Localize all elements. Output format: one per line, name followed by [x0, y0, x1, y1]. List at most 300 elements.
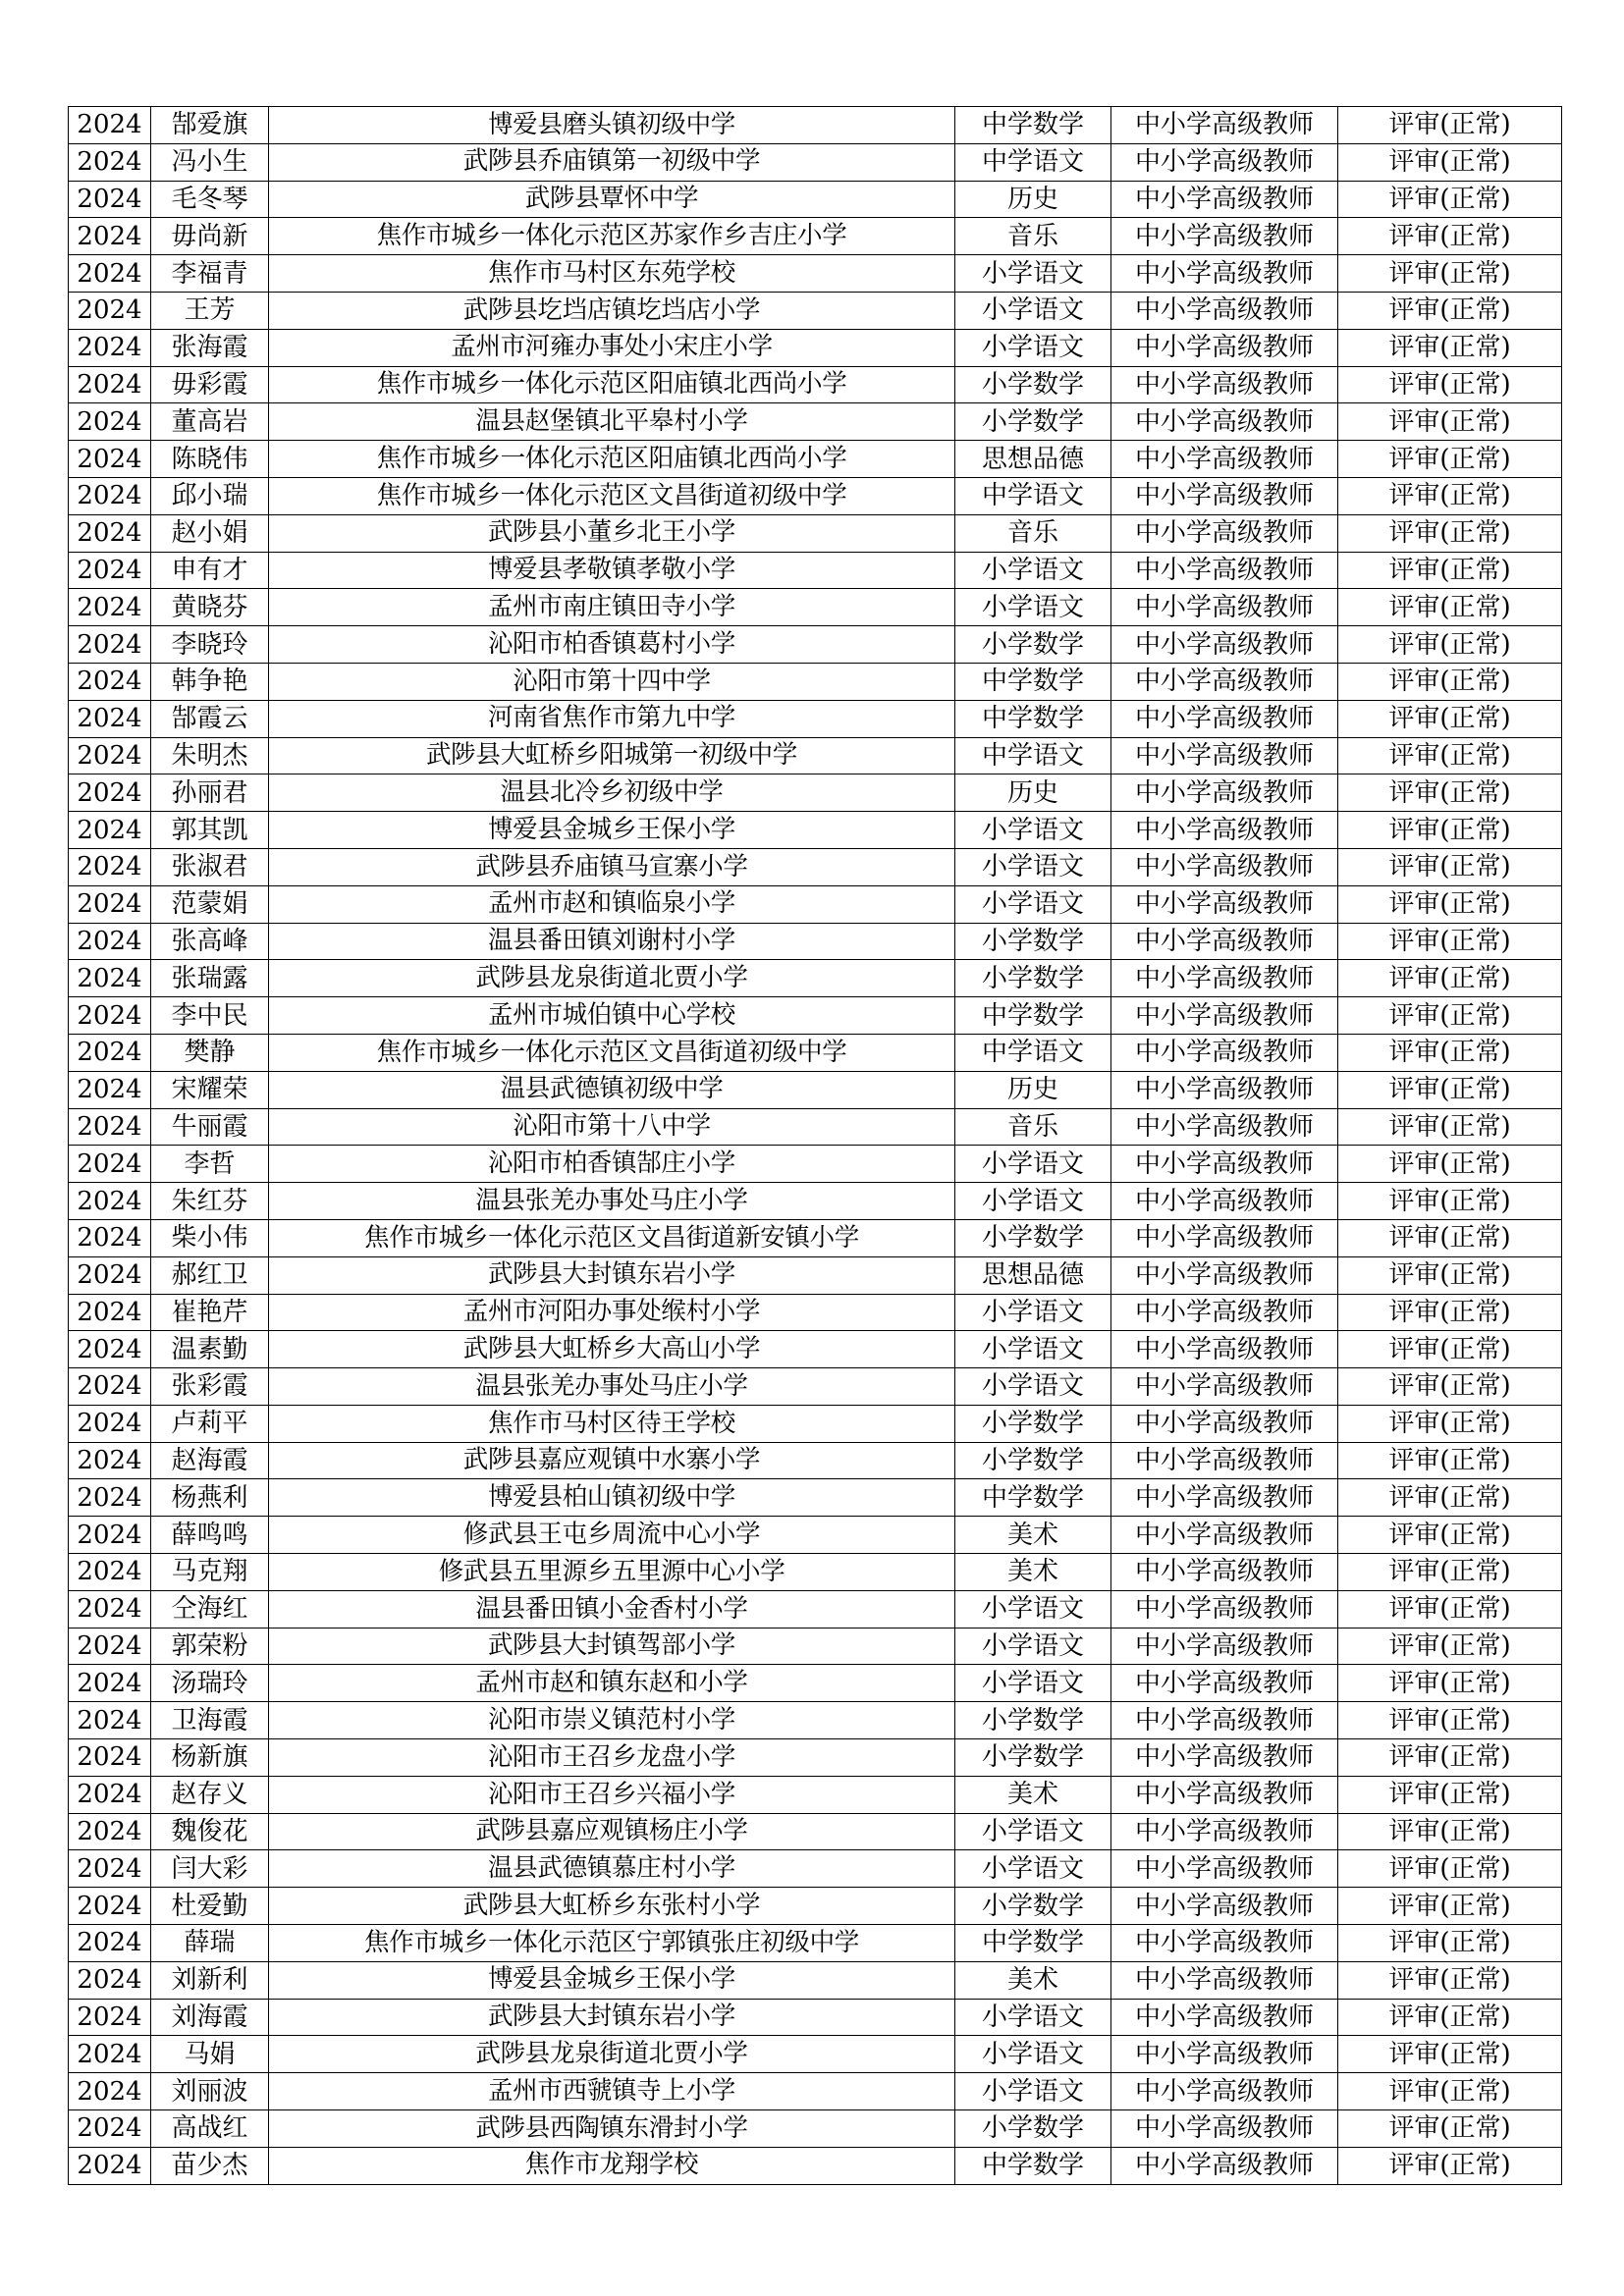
subject-cell: 小学数学 [955, 1405, 1111, 1442]
year-cell: 2024 [69, 181, 151, 218]
method-cell: 评审(正常) [1338, 1442, 1562, 1479]
method-cell: 评审(正常) [1338, 848, 1562, 885]
year-cell: 2024 [69, 366, 151, 403]
method-cell: 评审(正常) [1338, 1702, 1562, 1739]
year-cell: 2024 [69, 774, 151, 812]
school-cell: 修武县五里源乡五里源中心小学 [269, 1554, 955, 1591]
title-cell: 中小学高级教师 [1111, 441, 1338, 478]
method-cell: 评审(正常) [1338, 143, 1562, 181]
method-cell: 评审(正常) [1338, 1071, 1562, 1108]
year-cell: 2024 [69, 2110, 151, 2148]
table-row [69, 1961, 1562, 1999]
table-row [69, 1925, 1562, 1962]
method-cell: 评审(正常) [1338, 1034, 1562, 1071]
title-cell: 中小学高级教师 [1111, 1146, 1338, 1183]
year-cell: 2024 [69, 812, 151, 849]
method-cell: 评审(正常) [1338, 2036, 1562, 2073]
name-cell: 汤瑞玲 [151, 1665, 269, 1702]
school-cell: 武陟县龙泉街道北贾小学 [269, 960, 955, 997]
name-cell: 宋耀荣 [151, 1071, 269, 1108]
subject-cell: 中学语文 [955, 1034, 1111, 1071]
method-cell: 评审(正常) [1338, 1554, 1562, 1591]
table-row [69, 255, 1562, 293]
school-cell: 孟州市赵和镇临泉小学 [269, 885, 955, 923]
table-row [69, 1999, 1562, 2036]
year-cell: 2024 [69, 2073, 151, 2110]
table-row [69, 1590, 1562, 1628]
year-cell: 2024 [69, 1331, 151, 1368]
subject-cell: 中学数学 [955, 2147, 1111, 2184]
table-row [69, 1146, 1562, 1183]
table-row [69, 589, 1562, 626]
subject-cell: 中学语文 [955, 143, 1111, 181]
table-row [69, 1888, 1562, 1925]
method-cell: 评审(正常) [1338, 1331, 1562, 1368]
title-cell: 中小学高级教师 [1111, 1183, 1338, 1220]
subject-cell: 小学数学 [955, 403, 1111, 441]
year-cell: 2024 [69, 477, 151, 514]
table-row [69, 737, 1562, 774]
subject-cell: 小学语文 [955, 1665, 1111, 1702]
title-cell: 中小学高级教师 [1111, 848, 1338, 885]
title-cell: 中小学高级教师 [1111, 1479, 1338, 1517]
title-cell: 中小学高级教师 [1111, 589, 1338, 626]
title-cell: 中小学高级教师 [1111, 292, 1338, 329]
school-cell: 博爱县柏山镇初级中学 [269, 1479, 955, 1517]
method-cell: 评审(正常) [1338, 1628, 1562, 1665]
method-cell: 评审(正常) [1338, 1183, 1562, 1220]
method-cell: 评审(正常) [1338, 626, 1562, 664]
name-cell: 郭荣粉 [151, 1628, 269, 1665]
name-cell: 张瑞露 [151, 960, 269, 997]
method-cell: 评审(正常) [1338, 1999, 1562, 2036]
school-cell: 温县武德镇慕庄村小学 [269, 1850, 955, 1888]
title-cell: 中小学高级教师 [1111, 1850, 1338, 1888]
title-cell: 中小学高级教师 [1111, 1331, 1338, 1368]
method-cell: 评审(正常) [1338, 218, 1562, 255]
method-cell: 评审(正常) [1338, 2147, 1562, 2184]
subject-cell: 小学语文 [955, 589, 1111, 626]
table-row [69, 2147, 1562, 2184]
method-cell: 评审(正常) [1338, 1888, 1562, 1925]
subject-cell: 小学数学 [955, 923, 1111, 960]
year-cell: 2024 [69, 403, 151, 441]
school-cell: 温县北冷乡初级中学 [269, 774, 955, 812]
school-cell: 孟州市南庄镇田寺小学 [269, 589, 955, 626]
title-cell: 中小学高级教师 [1111, 2073, 1338, 2110]
name-cell: 毋彩霞 [151, 366, 269, 403]
school-cell: 武陟县圪垱店镇圪垱店小学 [269, 292, 955, 329]
title-cell: 中小学高级教师 [1111, 923, 1338, 960]
table-row [69, 329, 1562, 366]
title-cell: 中小学高级教师 [1111, 477, 1338, 514]
table-row [69, 514, 1562, 552]
title-cell: 中小学高级教师 [1111, 1665, 1338, 1702]
method-cell: 评审(正常) [1338, 441, 1562, 478]
school-cell: 焦作市龙翔学校 [269, 2147, 955, 2184]
school-cell: 焦作市马村区待王学校 [269, 1405, 955, 1442]
title-cell: 中小学高级教师 [1111, 1702, 1338, 1739]
method-cell: 评审(正常) [1338, 812, 1562, 849]
method-cell: 评审(正常) [1338, 1294, 1562, 1331]
subject-cell: 思想品德 [955, 441, 1111, 478]
subject-cell: 小学数学 [955, 960, 1111, 997]
method-cell: 评审(正常) [1338, 885, 1562, 923]
title-cell: 中小学高级教师 [1111, 1071, 1338, 1108]
name-cell: 王芳 [151, 292, 269, 329]
school-cell: 孟州市城伯镇中心学校 [269, 997, 955, 1035]
year-cell: 2024 [69, 626, 151, 664]
name-cell: 薛瑞 [151, 1925, 269, 1962]
table-row [69, 1183, 1562, 1220]
table-row [69, 1739, 1562, 1777]
year-cell: 2024 [69, 1888, 151, 1925]
table-row [69, 2073, 1562, 2110]
name-cell: 赵存义 [151, 1776, 269, 1813]
title-cell: 中小学高级教师 [1111, 329, 1338, 366]
name-cell: 温素勤 [151, 1331, 269, 1368]
title-cell: 中小学高级教师 [1111, 737, 1338, 774]
school-cell: 温县武德镇初级中学 [269, 1071, 955, 1108]
title-cell: 中小学高级教师 [1111, 1517, 1338, 1554]
year-cell: 2024 [69, 218, 151, 255]
subject-cell: 中学语文 [955, 477, 1111, 514]
name-cell: 魏俊花 [151, 1813, 269, 1850]
title-cell: 中小学高级教师 [1111, 2147, 1338, 2184]
name-cell: 高战红 [151, 2110, 269, 2148]
method-cell: 评审(正常) [1338, 1813, 1562, 1850]
name-cell: 韩争艳 [151, 663, 269, 700]
table-row [69, 292, 1562, 329]
table-row [69, 1776, 1562, 1813]
year-cell: 2024 [69, 514, 151, 552]
subject-cell: 中学数学 [955, 107, 1111, 144]
name-cell: 杨新旗 [151, 1739, 269, 1777]
table-row [69, 2110, 1562, 2148]
method-cell: 评审(正常) [1338, 1665, 1562, 1702]
table-row [69, 1331, 1562, 1368]
subject-cell: 小学语文 [955, 292, 1111, 329]
subject-cell: 小学数学 [955, 1888, 1111, 1925]
year-cell: 2024 [69, 1517, 151, 1554]
school-cell: 修武县王屯乡周流中心小学 [269, 1517, 955, 1554]
subject-cell: 小学语文 [955, 552, 1111, 589]
method-cell: 评审(正常) [1338, 1146, 1562, 1183]
table-row [69, 1850, 1562, 1888]
school-cell: 博爱县金城乡王保小学 [269, 1961, 955, 1999]
name-cell: 李福青 [151, 255, 269, 293]
table-row [69, 885, 1562, 923]
title-cell: 中小学高级教师 [1111, 1961, 1338, 1999]
title-cell: 中小学高级教师 [1111, 1108, 1338, 1146]
year-cell: 2024 [69, 255, 151, 293]
title-cell: 中小学高级教师 [1111, 2110, 1338, 2148]
subject-cell: 历史 [955, 774, 1111, 812]
method-cell: 评审(正常) [1338, 1256, 1562, 1294]
name-cell: 李晓玲 [151, 626, 269, 664]
year-cell: 2024 [69, 1183, 151, 1220]
school-cell: 沁阳市崇义镇范村小学 [269, 1702, 955, 1739]
school-cell: 沁阳市第十八中学 [269, 1108, 955, 1146]
year-cell: 2024 [69, 1739, 151, 1777]
year-cell: 2024 [69, 1034, 151, 1071]
title-cell: 中小学高级教师 [1111, 885, 1338, 923]
year-cell: 2024 [69, 923, 151, 960]
name-cell: 杜爱勤 [151, 1888, 269, 1925]
title-cell: 中小学高级教师 [1111, 1256, 1338, 1294]
name-cell: 冯小生 [151, 143, 269, 181]
year-cell: 2024 [69, 1146, 151, 1183]
subject-cell: 历史 [955, 1071, 1111, 1108]
title-cell: 中小学高级教师 [1111, 812, 1338, 849]
name-cell: 刘新利 [151, 1961, 269, 1999]
table-row [69, 1368, 1562, 1406]
title-cell: 中小学高级教师 [1111, 997, 1338, 1035]
table-row [69, 1108, 1562, 1146]
name-cell: 樊静 [151, 1034, 269, 1071]
school-cell: 博爱县磨头镇初级中学 [269, 107, 955, 144]
name-cell: 卫海霞 [151, 1702, 269, 1739]
year-cell: 2024 [69, 1442, 151, 1479]
school-cell: 焦作市城乡一体化示范区文昌街道初级中学 [269, 1034, 955, 1071]
name-cell: 郝红卫 [151, 1256, 269, 1294]
year-cell: 2024 [69, 848, 151, 885]
school-cell: 焦作市城乡一体化示范区文昌街道新安镇小学 [269, 1219, 955, 1256]
subject-cell: 美术 [955, 1554, 1111, 1591]
method-cell: 评审(正常) [1338, 477, 1562, 514]
year-cell: 2024 [69, 700, 151, 737]
school-cell: 焦作市城乡一体化示范区阳庙镇北西尚小学 [269, 366, 955, 403]
table-row [69, 477, 1562, 514]
name-cell: 郭其凯 [151, 812, 269, 849]
table-row [69, 1219, 1562, 1256]
year-cell: 2024 [69, 1850, 151, 1888]
subject-cell: 美术 [955, 1517, 1111, 1554]
method-cell: 评审(正常) [1338, 1368, 1562, 1406]
school-cell: 沁阳市第十四中学 [269, 663, 955, 700]
table-row [69, 923, 1562, 960]
subject-cell: 小学语文 [955, 848, 1111, 885]
table-row [69, 1702, 1562, 1739]
school-cell: 沁阳市柏香镇葛村小学 [269, 626, 955, 664]
table-row [69, 812, 1562, 849]
method-cell: 评审(正常) [1338, 552, 1562, 589]
school-cell: 沁阳市王召乡龙盘小学 [269, 1739, 955, 1777]
subject-cell: 小学数学 [955, 2110, 1111, 2148]
table-row [69, 700, 1562, 737]
year-cell: 2024 [69, 1368, 151, 1406]
name-cell: 闫大彩 [151, 1850, 269, 1888]
name-cell: 董高岩 [151, 403, 269, 441]
year-cell: 2024 [69, 1961, 151, 1999]
subject-cell: 小学语文 [955, 1628, 1111, 1665]
year-cell: 2024 [69, 1219, 151, 1256]
name-cell: 孙丽君 [151, 774, 269, 812]
table-row [69, 403, 1562, 441]
title-cell: 中小学高级教师 [1111, 514, 1338, 552]
name-cell: 刘丽波 [151, 2073, 269, 2110]
subject-cell: 小学数学 [955, 626, 1111, 664]
subject-cell: 历史 [955, 181, 1111, 218]
year-cell: 2024 [69, 1628, 151, 1665]
name-cell: 张淑君 [151, 848, 269, 885]
subject-cell: 小学语文 [955, 1813, 1111, 1850]
table-row [69, 1628, 1562, 1665]
title-cell: 中小学高级教师 [1111, 1888, 1338, 1925]
method-cell: 评审(正常) [1338, 1219, 1562, 1256]
subject-cell: 美术 [955, 1776, 1111, 1813]
method-cell: 评审(正常) [1338, 1590, 1562, 1628]
subject-cell: 小学语文 [955, 812, 1111, 849]
name-cell: 毋尚新 [151, 218, 269, 255]
year-cell: 2024 [69, 107, 151, 144]
school-cell: 温县番田镇小金香村小学 [269, 1590, 955, 1628]
name-cell: 赵小娟 [151, 514, 269, 552]
title-cell: 中小学高级教师 [1111, 1405, 1338, 1442]
name-cell: 柴小伟 [151, 1219, 269, 1256]
title-cell: 中小学高级教师 [1111, 663, 1338, 700]
title-cell: 中小学高级教师 [1111, 1219, 1338, 1256]
method-cell: 评审(正常) [1338, 1108, 1562, 1146]
school-cell: 孟州市赵和镇东赵和小学 [269, 1665, 955, 1702]
method-cell: 评审(正常) [1338, 329, 1562, 366]
name-cell: 赵海霞 [151, 1442, 269, 1479]
subject-cell: 小学语文 [955, 1590, 1111, 1628]
school-cell: 武陟县嘉应观镇杨庄小学 [269, 1813, 955, 1850]
subject-cell: 小学语文 [955, 1368, 1111, 1406]
method-cell: 评审(正常) [1338, 923, 1562, 960]
table-row [69, 1405, 1562, 1442]
subject-cell: 中学数学 [955, 1925, 1111, 1962]
table-row [69, 1813, 1562, 1850]
table-row [69, 218, 1562, 255]
subject-cell: 小学语文 [955, 1183, 1111, 1220]
title-cell: 中小学高级教师 [1111, 700, 1338, 737]
subject-cell: 音乐 [955, 218, 1111, 255]
method-cell: 评审(正常) [1338, 181, 1562, 218]
table-row [69, 1294, 1562, 1331]
school-cell: 武陟县西陶镇东滑封小学 [269, 2110, 955, 2148]
title-cell: 中小学高级教师 [1111, 181, 1338, 218]
school-cell: 武陟县乔庙镇马宣寨小学 [269, 848, 955, 885]
school-cell: 武陟县嘉应观镇中水寨小学 [269, 1442, 955, 1479]
title-cell: 中小学高级教师 [1111, 1813, 1338, 1850]
subject-cell: 中学数学 [955, 1479, 1111, 1517]
school-cell: 焦作市城乡一体化示范区阳庙镇北西尚小学 [269, 441, 955, 478]
method-cell: 评审(正常) [1338, 960, 1562, 997]
school-cell: 焦作市城乡一体化示范区宁郭镇张庄初级中学 [269, 1925, 955, 1962]
year-cell: 2024 [69, 1776, 151, 1813]
table-row [69, 441, 1562, 478]
title-cell: 中小学高级教师 [1111, 366, 1338, 403]
year-cell: 2024 [69, 1256, 151, 1294]
subject-cell: 思想品德 [955, 1256, 1111, 1294]
title-cell: 中小学高级教师 [1111, 960, 1338, 997]
table-row [69, 366, 1562, 403]
method-cell: 评审(正常) [1338, 107, 1562, 144]
year-cell: 2024 [69, 329, 151, 366]
school-cell: 温县张羌办事处马庄小学 [269, 1368, 955, 1406]
school-cell: 温县赵堡镇北平皋村小学 [269, 403, 955, 441]
year-cell: 2024 [69, 960, 151, 997]
method-cell: 评审(正常) [1338, 1405, 1562, 1442]
method-cell: 评审(正常) [1338, 774, 1562, 812]
title-cell: 中小学高级教师 [1111, 1628, 1338, 1665]
subject-cell: 小学语文 [955, 329, 1111, 366]
title-cell: 中小学高级教师 [1111, 1034, 1338, 1071]
school-cell: 武陟县小董乡北王小学 [269, 514, 955, 552]
method-cell: 评审(正常) [1338, 737, 1562, 774]
method-cell: 评审(正常) [1338, 366, 1562, 403]
year-cell: 2024 [69, 1479, 151, 1517]
subject-cell: 小学数学 [955, 1702, 1111, 1739]
name-cell: 范蒙娟 [151, 885, 269, 923]
school-cell: 武陟县大虹桥乡阳城第一初级中学 [269, 737, 955, 774]
school-cell: 武陟县大虹桥乡大高山小学 [269, 1331, 955, 1368]
name-cell: 张彩霞 [151, 1368, 269, 1406]
name-cell: 杨燕利 [151, 1479, 269, 1517]
subject-cell: 小学数学 [955, 1442, 1111, 1479]
method-cell: 评审(正常) [1338, 1776, 1562, 1813]
subject-cell: 音乐 [955, 514, 1111, 552]
year-cell: 2024 [69, 1702, 151, 1739]
title-cell: 中小学高级教师 [1111, 1368, 1338, 1406]
title-cell: 中小学高级教师 [1111, 774, 1338, 812]
school-cell: 温县番田镇刘谢村小学 [269, 923, 955, 960]
school-cell: 武陟县大封镇驾部小学 [269, 1628, 955, 1665]
year-cell: 2024 [69, 885, 151, 923]
method-cell: 评审(正常) [1338, 2073, 1562, 2110]
name-cell: 郜霞云 [151, 700, 269, 737]
method-cell: 评审(正常) [1338, 292, 1562, 329]
name-cell: 苗少杰 [151, 2147, 269, 2184]
year-cell: 2024 [69, 1999, 151, 2036]
table-row [69, 848, 1562, 885]
method-cell: 评审(正常) [1338, 1479, 1562, 1517]
table-row [69, 960, 1562, 997]
table-row [69, 1071, 1562, 1108]
name-cell: 张高峰 [151, 923, 269, 960]
title-cell: 中小学高级教师 [1111, 107, 1338, 144]
subject-cell: 美术 [955, 1961, 1111, 1999]
year-cell: 2024 [69, 737, 151, 774]
school-cell: 沁阳市王召乡兴福小学 [269, 1776, 955, 1813]
school-cell: 焦作市城乡一体化示范区文昌街道初级中学 [269, 477, 955, 514]
title-cell: 中小学高级教师 [1111, 1554, 1338, 1591]
name-cell: 李哲 [151, 1146, 269, 1183]
subject-cell: 小学语文 [955, 1146, 1111, 1183]
subject-cell: 小学语文 [955, 255, 1111, 293]
method-cell: 评审(正常) [1338, 1850, 1562, 1888]
name-cell: 仝海红 [151, 1590, 269, 1628]
table-row [69, 663, 1562, 700]
name-cell: 李中民 [151, 997, 269, 1035]
method-cell: 评审(正常) [1338, 403, 1562, 441]
name-cell: 马娟 [151, 2036, 269, 2073]
year-cell: 2024 [69, 1554, 151, 1591]
school-cell: 孟州市西虢镇寺上小学 [269, 2073, 955, 2110]
name-cell: 黄晓芬 [151, 589, 269, 626]
title-cell: 中小学高级教师 [1111, 218, 1338, 255]
title-cell: 中小学高级教师 [1111, 255, 1338, 293]
title-cell: 中小学高级教师 [1111, 1294, 1338, 1331]
method-cell: 评审(正常) [1338, 589, 1562, 626]
subject-cell: 中学数学 [955, 700, 1111, 737]
name-cell: 刘海霞 [151, 1999, 269, 2036]
subject-cell: 小学语文 [955, 1999, 1111, 2036]
table-row [69, 1256, 1562, 1294]
table-row [69, 107, 1562, 144]
